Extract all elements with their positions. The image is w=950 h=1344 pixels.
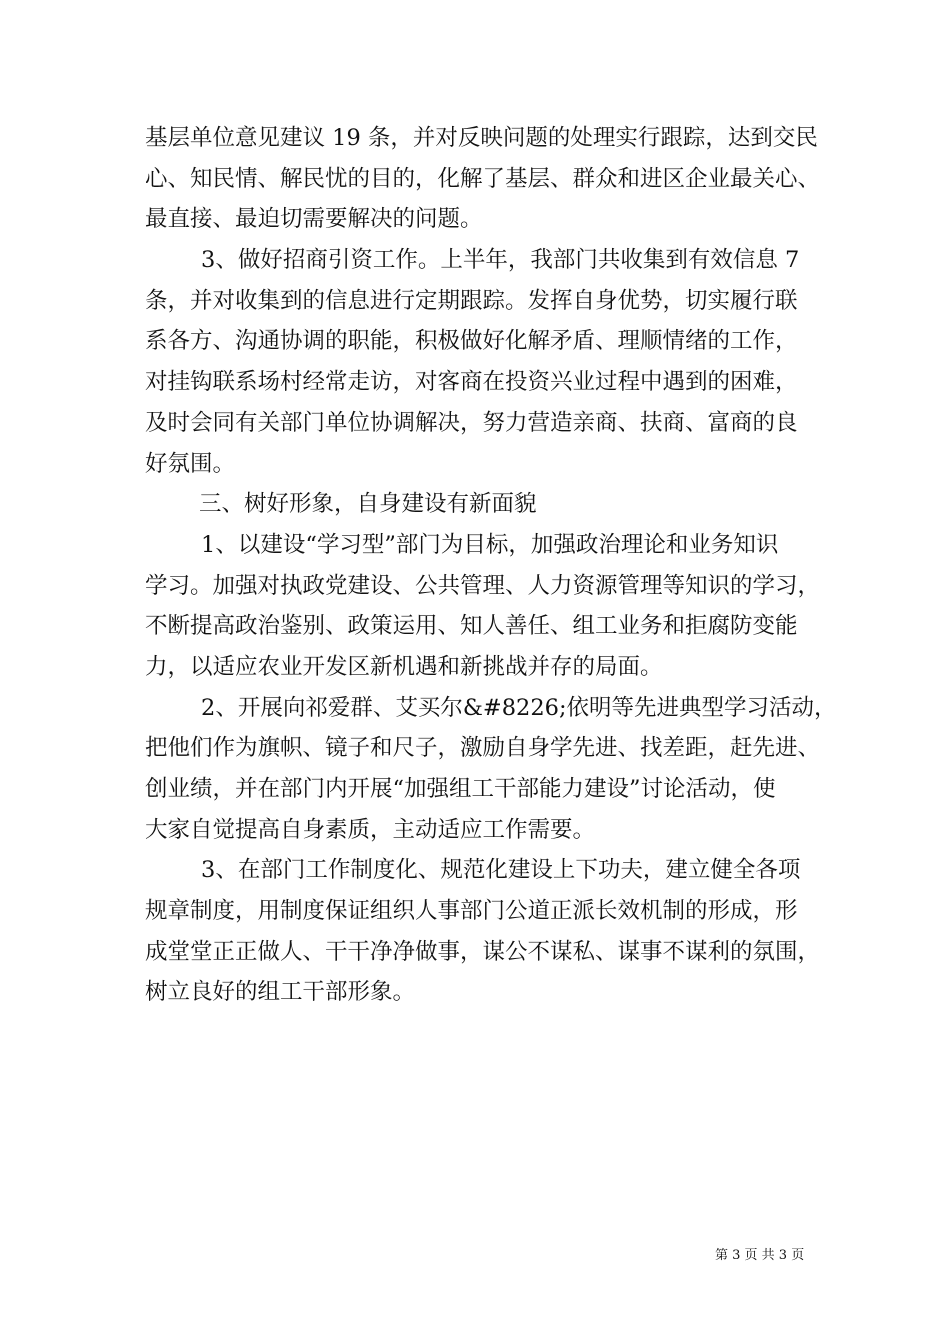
- text-line: 把他们作为旗帜、镜子和尺子，激励自身学先进、找差距，赶先进、: [145, 735, 821, 762]
- page-number-footer: 第 3 页 共 3 页: [715, 1248, 805, 1263]
- text-line: 成堂堂正正做人、干干净净做事，谋公不谋私、谋事不谋利的氛围，: [145, 938, 821, 965]
- text-line: 及时会同有关部门单位协调解决，努力营造亲商、扶商、富商的良: [145, 409, 798, 436]
- text-line: 系各方、沟通协调的职能，积极做好化解矛盾、理顺情绪的工作，: [145, 328, 798, 355]
- document-body: [145, 118, 837, 1013]
- paragraph-first-line: 3、在部门工作制度化、规范化建设上下功夫，建立健全各项: [201, 857, 801, 884]
- text-line: 创业绩，并在部门内开展“加强组工干部能力建设”讨论活动，使: [145, 776, 776, 802]
- text-line: 力，以适应农业开发区新机遇和新挑战并存的局面。: [145, 653, 663, 680]
- text-line: 基层单位意见建议 19 条，并对反映问题的处理实行跟踪，达到交民: [145, 125, 818, 151]
- text-line: 最直接、最迫切需要解决的问题。: [145, 206, 483, 233]
- text-line: 学习。加强对执政党建设、公共管理、人力资源管理等知识的学习，: [145, 572, 821, 599]
- section-heading: 三、树好形象，自身建设有新面貌: [199, 491, 537, 518]
- text-line: 好氛围。: [145, 450, 236, 477]
- text-line: 不断提高政治鉴别、政策运用、知人善任、组工业务和拒腐防变能: [145, 613, 798, 640]
- text-line: 大家自觉提高自身素质，主动适应工作需要。: [145, 816, 596, 843]
- text-line: 条，并对收集到的信息进行定期跟踪。发挥自身优势，切实履行联: [145, 287, 798, 314]
- text-line: 对挂钩联系场村经常走访，对客商在投资兴业过程中遇到的困难，: [145, 369, 798, 396]
- paragraph-first-line: 2、开展向祁爱群、艾买尔&#8226;依明等先进典型学习活动，: [201, 694, 837, 721]
- text-line: 规章制度，用制度保证组织人事部门公道正派长效机制的形成，形: [145, 898, 798, 925]
- text-line: 树立良好的组工干部形象。: [145, 979, 416, 1006]
- paragraph-first-line: 1、以建设“学习型”部门为目标，加强政治理论和业务知识: [201, 531, 779, 558]
- paragraph-first-line: 3、做好招商引资工作。上半年，我部门共收集到有效信息 7: [201, 247, 800, 274]
- text-line: 心、知民情、解民忧的目的，化解了基层、群众和进区企业最关心、: [145, 165, 821, 192]
